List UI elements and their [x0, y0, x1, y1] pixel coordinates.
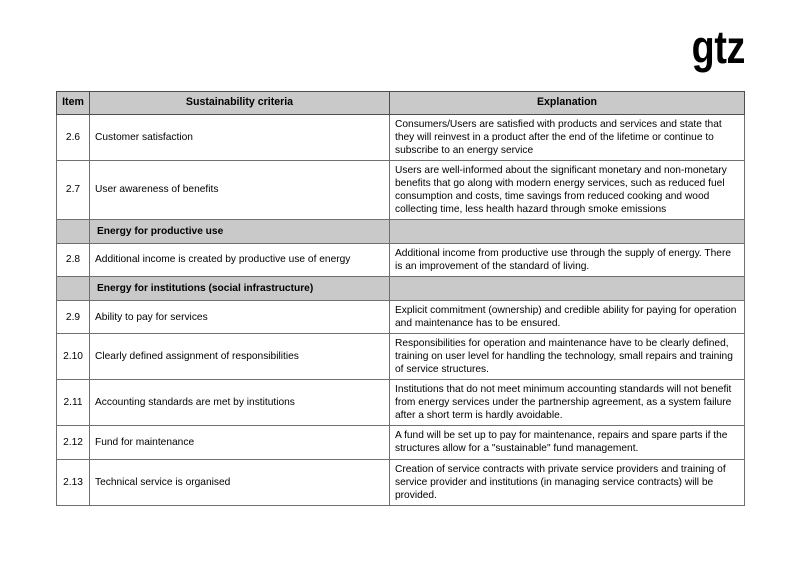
column-header-criteria: Sustainability criteria [90, 92, 390, 115]
cell-item: 2.9 [57, 301, 90, 334]
cell-criteria: Fund for maintenance [90, 426, 390, 459]
table-row [57, 459, 745, 505]
cell-explanation: A fund will be set up to pay for maintenance, repairs and spare parts if the structures allow for a "sustainable" fund management. [390, 426, 745, 459]
cell-item: 2.7 [57, 160, 90, 219]
criteria-table-container [56, 91, 744, 506]
cell-item: 2.11 [57, 380, 90, 426]
table-row [57, 114, 745, 160]
cell-explanation: Institutions that do not meet minimum accounting standards will not benefit from energy services under the partnership agreement, as a system failure after a short term is hardly avoidable. [390, 380, 745, 426]
cell-item: 2.12 [57, 426, 90, 459]
table-row [57, 243, 745, 276]
cell-criteria: Technical service is organised [90, 459, 390, 505]
cell-explanation [390, 277, 745, 301]
cell-criteria: User awareness of benefits [90, 160, 390, 219]
table-section-row [57, 219, 745, 243]
cell-section-label: Energy for institutions (social infrastructure) [90, 277, 390, 301]
table-row [57, 301, 745, 334]
gtz-logo: gtz [691, 21, 745, 73]
cell-item: 2.10 [57, 334, 90, 380]
table-row [57, 426, 745, 459]
cell-item: 2.6 [57, 114, 90, 160]
logo-area [680, 22, 745, 72]
cell-criteria: Clearly defined assignment of responsibilities [90, 334, 390, 380]
cell-explanation: Additional income from productive use through the supply of energy. There is an improvement of the standard of living. [390, 243, 745, 276]
table-section-row [57, 277, 745, 301]
cell-item [57, 277, 90, 301]
cell-explanation: Consumers/Users are satisfied with products and services and state that they will reinvest in a product after the end of the lifetime or continue to subscribe to an energy service [390, 114, 745, 160]
cell-explanation [390, 219, 745, 243]
cell-section-label: Energy for productive use [90, 219, 390, 243]
cell-item: 2.13 [57, 459, 90, 505]
table-row [57, 160, 745, 219]
table-header [57, 92, 745, 115]
sustainability-criteria-table [56, 91, 745, 506]
cell-criteria: Additional income is created by productive use of energy [90, 243, 390, 276]
column-header-item: Item [57, 92, 90, 115]
column-header-explanation: Explanation [390, 92, 745, 115]
cell-criteria: Ability to pay for services [90, 301, 390, 334]
cell-explanation: Explicit commitment (ownership) and credible ability for paying for operation and maintenance has to be ensured. [390, 301, 745, 334]
cell-explanation: Users are well-informed about the significant monetary and non-monetary benefits that go along with modern energy services, such as reduced fuel consumption and costs, time savings from reduced cooking and wood collecting time, less health hazard through smoke emissions [390, 160, 745, 219]
cell-explanation: Creation of service contracts with private service providers and training of service provider and institutions (in managing service contracts) will be provided. [390, 459, 745, 505]
cell-explanation: Responsibilities for operation and maintenance have to be clearly defined, training on user level for handling the technology, small repairs and training of service structures. [390, 334, 745, 380]
table-row [57, 334, 745, 380]
cell-item: 2.8 [57, 243, 90, 276]
table-row [57, 380, 745, 426]
table-header-row [57, 92, 745, 115]
cell-criteria: Accounting standards are met by institutions [90, 380, 390, 426]
cell-item [57, 219, 90, 243]
cell-criteria: Customer satisfaction [90, 114, 390, 160]
table-body [57, 114, 745, 505]
